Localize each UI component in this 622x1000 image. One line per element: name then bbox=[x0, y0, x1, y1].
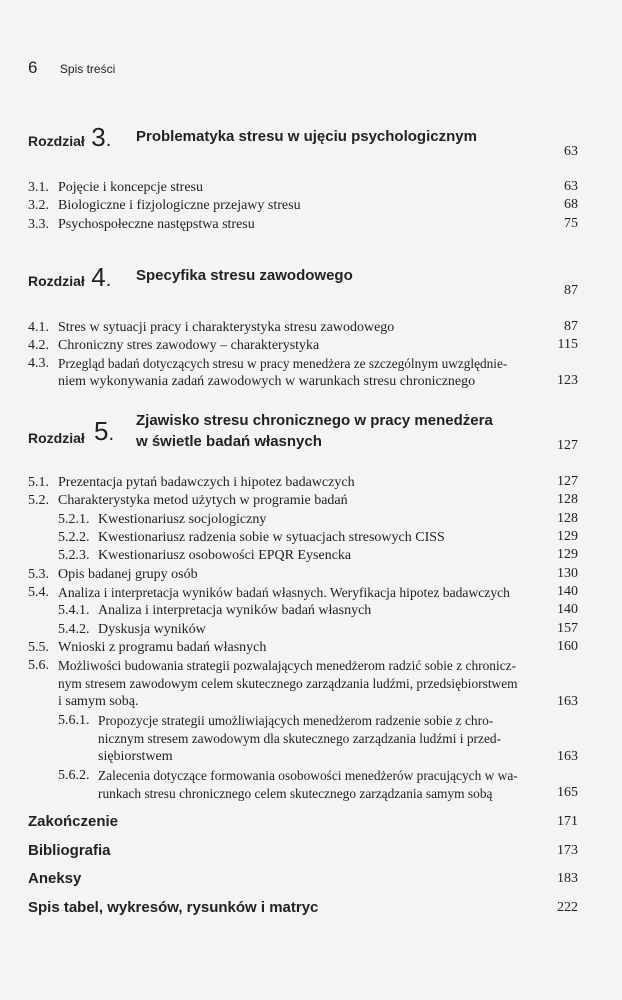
end-section-page: 173 bbox=[557, 843, 578, 858]
end-section-page: 183 bbox=[557, 871, 578, 886]
entry-page: 165 bbox=[557, 785, 578, 800]
entry-page: 87 bbox=[564, 319, 578, 334]
entry-page: 140 bbox=[557, 584, 578, 599]
entry-page: 129 bbox=[557, 529, 578, 544]
chapter-heading: Rozdział 3. Problematyka stresu w ujęciu psychologicznym 63 bbox=[28, 122, 578, 159]
chapter-page: 87 bbox=[564, 283, 578, 298]
toc-entry: 4.3. Przegląd badań dotyczących stresu w pracy menedżera ze szczególnym uwzględnie- niem wykonywania zadań zawodowych w warunkach stresu chronicznego bbox=[28, 356, 508, 389]
entry-page: 128 bbox=[557, 511, 578, 526]
chapter-number: 3 bbox=[91, 122, 106, 152]
end-section-title: Aneksy bbox=[28, 870, 82, 887]
entry-page: 163 bbox=[557, 749, 578, 764]
chapter-page: 63 bbox=[564, 144, 578, 159]
chapter-page: 127 bbox=[557, 438, 578, 453]
toc-subentry: 5.6.1. Propozycje strategii umożliwiających menedżerom radzenie sobie z chro- nicznym stresem zawodowym dla skutecznego zarządzania ludźmi i przed- siębiorstwem bbox=[58, 713, 502, 764]
entry-page: 63 bbox=[564, 179, 578, 194]
end-section-page: 222 bbox=[557, 900, 578, 915]
chapter-label: Rozdział bbox=[28, 430, 85, 446]
chapter-heading: Rozdział 4. Specyfika stresu zawodowego 87 bbox=[28, 262, 578, 298]
chapter-heading: Rozdział 5. Zjawisko stresu chronicznego w pracy menedżera w świetle badań własnych 127 bbox=[28, 412, 578, 453]
page-number: 6 bbox=[28, 58, 38, 77]
entry-page: 128 bbox=[557, 492, 578, 507]
end-section-title: Bibliografia bbox=[28, 842, 111, 859]
end-section-title: Spis tabel, wykresów, rysunków i matryc bbox=[28, 899, 319, 916]
chapter-label: Rozdział bbox=[28, 133, 85, 149]
entry-page: 115 bbox=[557, 337, 578, 352]
entry-page: 140 bbox=[557, 602, 578, 617]
chapter-number: 5 bbox=[94, 416, 109, 446]
entry-page: 123 bbox=[557, 373, 578, 388]
toc-subentry: 5.6.2. Zalecenia dotyczące formowania osobowości menedżerów pracujących w wa- runkach stresu chronicznego celem skutecznego zarządzania samym sobą bbox=[58, 768, 518, 801]
entry-page: 75 bbox=[564, 216, 578, 231]
running-title: Spis treści bbox=[59, 62, 116, 76]
entry-page: 160 bbox=[557, 639, 578, 654]
end-section-title: Zakończenie bbox=[28, 813, 119, 830]
entry-page: 129 bbox=[557, 547, 578, 562]
entry-page: 163 bbox=[557, 694, 578, 709]
book-page: 6 Spis treści Rozdział 3. Problematyka stresu w ujęciu psychologicznym 63 3.1. Pojęcie i koncepcje stresu 63 3.2. Biologiczne i fizjologiczne przejawy stresu 68 3.3. Psychospołeczne następstwa stresu 75 Rozdział 4. Specyfika stresu zawodowego 87 4.1. Stres w sytuacji pracy i charakterystyka stresu zawodowego 87 4.2. Chroniczny stres zawodowy – charakterystyka 115 4.3. Przegląd badań dotyczących stresu w pracy menedżera ze szczególnym uwzględnie- niem wykonywania zadań zawodowych w warunkach stresu chronicznego 123 Rozdział 5. Zjawisko stresu chronicznego w pracy menedżera w świetle badań własnych 127 5.1. Prezentacja pytań badawczych i hipotez badawczych 127 5.2. Charakterystyka metod użytych w programie badań 128 5.2.1. Kwestionariusz socjologiczny 128 5.2.2. Kwestionariusz radzenia sobie w sytuacjach stresowych CISS 129 5.2.3. Kwestionariusz osobowości EPQR Eysencka 129 5.3. Opis badanej grupy osób 130 5.4. Analiza i interpretacja wyników badań własnych. Weryfikacja hipotez badawczych 140 5.4.1. Analiza i interpretacja wyników badań własnych 140 5.4.2. Dyskusja wyników 157 5.5. Wnioski z programu badań własnych 160 5.6. Możliwości budowania strategii pozwalających menedżerom radzić sobie z chronicz- nym stresem zawodowym celem skutecznego zarządzania ludźmi, przedsiębiorstwem i samym sobą. 163 5.6.1. Propozycje strategii umożliwiających menedżerom radzenie sobie z chro- nicznym stresem zawodowym dla skutecznego zarządzania ludźmi i przed- siębiorstwem 163 5.6.2. Zalecenia dotyczące formowania osobowości menedżerów pracujących w wa- runkach stresu chronicznego celem skutecznego zarządzania samym sobą 165 Zakończenie 171 Bibliografia 173 Aneksy 183 Spis tabel, wykresów, rysunków i matryc 222 bbox=[28, 58, 578, 916]
chapter-title: Zjawisko stresu chronicznego w pracy menedżera w świetle badań własnych bbox=[136, 412, 493, 450]
entry-page: 157 bbox=[557, 621, 578, 636]
entry-page: 130 bbox=[557, 566, 578, 581]
end-section-page: 171 bbox=[557, 814, 578, 829]
entry-page: 127 bbox=[557, 474, 578, 489]
chapter-label: Rozdział bbox=[28, 273, 85, 289]
running-header bbox=[28, 58, 115, 78]
chapter-title: Problematyka stresu w ujęciu psychologicznym bbox=[136, 128, 477, 145]
entry-page: 68 bbox=[564, 197, 578, 212]
toc-entry: 5.6. Możliwości budowania strategii pozwalających menedżerom radzić sobie z chronicz- nym stresem zawodowym celem skutecznego zarządzania ludźmi, przedsiębiorstwem i samym sobą. bbox=[28, 658, 518, 709]
chapter-title: Specyfika stresu zawodowego bbox=[136, 267, 353, 284]
chapter-number: 4 bbox=[91, 262, 106, 292]
